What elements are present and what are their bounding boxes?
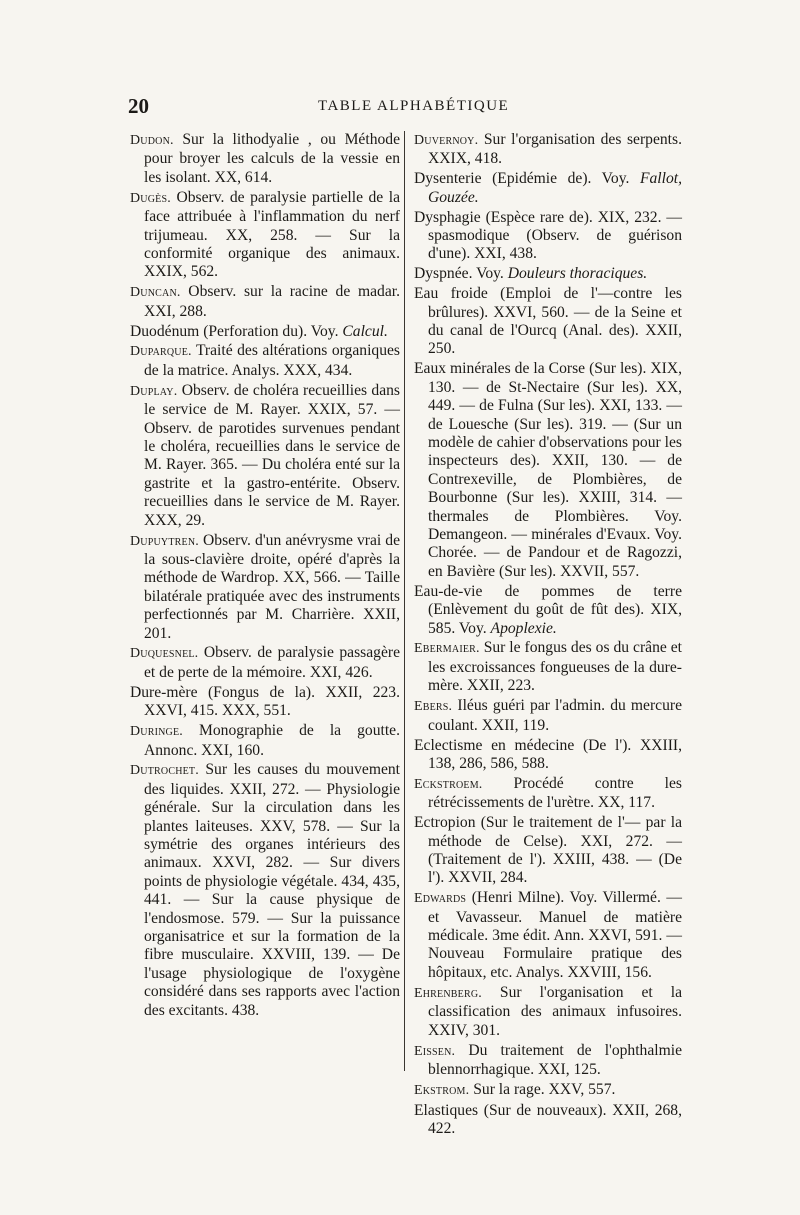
entry-text: Sur la lithodyalie , ou Méthode pour broyer les calculs de la vessie en les isolant. XX, 614. <box>144 131 400 186</box>
index-entry <box>414 1042 682 1080</box>
entry-text: Eau froide (Emploi de l'—contre les brûlures). XXVI, 560. — de la Seine et du canal de l'Ourcq (Anal. des). XXII, 250. <box>414 285 682 358</box>
index-entry <box>414 697 682 735</box>
index-entry <box>414 1102 682 1139</box>
entry-text: (Henri Milne). Voy. Villermé. — et Vavasseur. Manuel de matière médicale. 3me édit. Ann. XXVI, 591. — Nouveau Formulaire pratique des hôpitaux, etc. Analys. XXVIII, 156. <box>428 889 682 981</box>
index-entry <box>414 285 682 359</box>
entry-headword: Duquesnel. <box>130 646 199 662</box>
index-entry <box>414 209 682 264</box>
entry-text: Observ. de paralysie partielle de la face attribuée à l'inflammation du nerf trijumeau. XX, 258. — Sur la conformité organique des animaux. XXIX, 562. <box>144 188 400 281</box>
index-entry <box>130 644 400 682</box>
entry-headword: Ebermaier. <box>414 641 480 657</box>
index-entry <box>130 283 400 321</box>
running-title: TABLE ALPHABÉTIQUE <box>318 98 510 114</box>
index-entry <box>414 639 682 695</box>
page-number: 20 <box>128 94 149 118</box>
entry-text: Sur l'organisation et la classification des animaux infusoires. XXIV, 301. <box>428 983 682 1039</box>
entry-headword: Duringe. <box>130 724 183 740</box>
index-entry <box>130 323 400 341</box>
index-entry <box>414 814 682 888</box>
index-entry <box>414 131 682 169</box>
index-entry <box>130 382 400 530</box>
entry-text: Sur l'organisation des serpents. XXIX, 418. <box>428 131 682 168</box>
entry-text: Du traitement de l'ophthalmie blennorrhagique. XXI, 125. <box>428 1041 682 1078</box>
index-column-right <box>414 131 682 1140</box>
entry-text: Elastiques (Sur de nouveaux). XXII, 268, 422. <box>414 1101 682 1138</box>
entry-headword: Duparque. <box>130 344 192 360</box>
entry-headword: Ehrenberg. <box>414 985 482 1001</box>
column-divider <box>404 131 405 1071</box>
entry-headword: Eissen. <box>414 1043 456 1059</box>
entry-text: Monographie de la goutte. Annonc. XXI, 160. <box>144 722 400 759</box>
index-entry <box>130 131 400 187</box>
index-entry <box>414 170 682 207</box>
entry-text: Dure-mère (Fongus de la). XXII, 223. XXVI, 415. XXX, 551. <box>130 683 400 720</box>
entry-text: Dysenterie (Epidémie de). Voy. <box>414 170 630 188</box>
entry-text: Dyspnée. Voy. <box>414 265 504 283</box>
entry-text: Dysphagie (Espèce rare de). XIX, 232. — spasmodique (Observ. de guérison d'une). XXI, 438. <box>414 208 682 263</box>
index-entry <box>130 532 400 643</box>
entry-headword: Ekstrom. <box>414 1082 470 1098</box>
entry-text: Eaux minérales de la Corse (Sur les). XIX, 130. — de St-Nectaire (Sur les). XX, 449. — de Fulna (Sur les). XXI, 133. — de Louesche (Sur les). 319. — (Sur un modèle de cahier d'observations pour les inspecteurs des). XXII, 130. — de Contrexeville, de Plombières, de Bourbonne (Sur les). XXIII, 314. — thermales de Plombières. Voy. Demangeon. — minérales d'Evaux. Voy. Chorée. — de Pandour et de Ragozzi, en Bavière (Sur les). XXVII, 557. <box>414 360 682 580</box>
entry-headword: Dugès. <box>130 190 171 206</box>
entry-headword: Duplay. <box>130 383 178 399</box>
index-entry <box>130 189 400 282</box>
entry-text: Eau-de-vie de pommes de terre (Enlèvement du goût de fût des). XIX, 585. Voy. <box>414 582 682 637</box>
entry-text: Sur la rage. XXV, 557. <box>469 1080 616 1098</box>
entry-reference: Fallot, Gouzée. <box>428 170 682 206</box>
index-entry <box>414 984 682 1040</box>
entry-text: Sur le fongus des os du crâne et les excroissances fongueuses de la dure-mère. XXII, 223. <box>428 639 682 695</box>
entry-text: Duodénum (Perforation du). Voy. <box>130 322 339 340</box>
entry-text: Iléus guéri par l'admin. du mercure coulant. XXII, 119. <box>428 697 682 734</box>
entry-text: Observ. de choléra recueillies dans le service de M. Rayer. XXIX, 57. — Observ. de parotides survenues pendant le choléra, recueillies dans le service de M. Rayer. 365. — Du choléra enté sur la gastrite et la gastro-entérite. Observ. recueillies dans le service de M. Rayer. XXX, 29. <box>144 381 400 529</box>
index-entry <box>130 761 400 1020</box>
index-entry <box>414 360 682 581</box>
entry-text: Traité des altérations organiques de la matrice. Analys. XXX, 434. <box>144 342 400 379</box>
entry-text: Observ. de paralysie passagère et de perte de la mémoire. XXI, 426. <box>144 644 400 681</box>
entry-text: Observ. d'un anévrysme vrai de la sous-clavière droite, opéré d'après la méthode de Wardrop. XX, 566. — Taille bilatérale pratiquée avec des instruments perfectionnés par M. Charrière. XXII, 201. <box>144 531 400 642</box>
entry-reference: Douleurs thoraciques. <box>507 265 648 283</box>
entry-text: Procédé contre les rétrécissements de l'urètre. XX, 117. <box>428 774 682 812</box>
entry-headword: Duncan. <box>130 285 181 301</box>
index-entry <box>130 342 400 380</box>
entry-headword: Ebers. <box>414 699 453 715</box>
index-entry <box>414 775 682 813</box>
entry-text: Eclectisme en médecine (De l'). XXIII, 138, 286, 586, 588. <box>414 736 682 772</box>
entry-headword: Dudon. <box>130 133 174 148</box>
entry-headword: Dupuytren. <box>130 533 199 549</box>
entry-text: Sur les causes du mouvement des liquides. XXII, 272. — Physiologie générale. Sur la circulation dans les plantes laiteuses. XXV, 578. — Sur la symétrie des organes intérieurs des animaux. XXVI, 282. — Sur divers points de physiologie végétale. 434, 435, 441. — Sur la cause physique de l'endosmose. 579. — Sur la puissance organisatrice et sur la formation de la fibre musculaire. XXVIII, 139. — De l'usage physiologique de l'oxygène considéré dans ses rapports avec l'action des excitants. 438. <box>144 761 400 1019</box>
entry-headword: Duvernoy. <box>414 133 479 148</box>
index-entry <box>130 684 400 721</box>
index-entry <box>414 889 682 982</box>
entry-headword: Edwards <box>414 891 467 907</box>
entry-headword: Dutrochet. <box>130 763 199 779</box>
entry-text: Observ. sur la racine de madar. XXI, 288. <box>144 283 400 320</box>
entry-text: Ectropion (Sur le traitement de l'— par la méthode de Celse). XXI, 272. — (Traitement de l'). XXIII, 438. — (De l'). XXVII, 284. <box>414 814 682 887</box>
entry-reference: Apoplexie. <box>490 619 557 637</box>
index-entry <box>414 1081 682 1100</box>
index-entry <box>414 583 682 638</box>
entry-reference: Calcul. <box>342 322 388 340</box>
entry-headword: Eckstroem. <box>414 776 483 792</box>
index-column-left <box>130 131 400 1022</box>
index-entry <box>414 265 682 283</box>
index-entry <box>414 737 682 774</box>
index-entry <box>130 722 400 760</box>
